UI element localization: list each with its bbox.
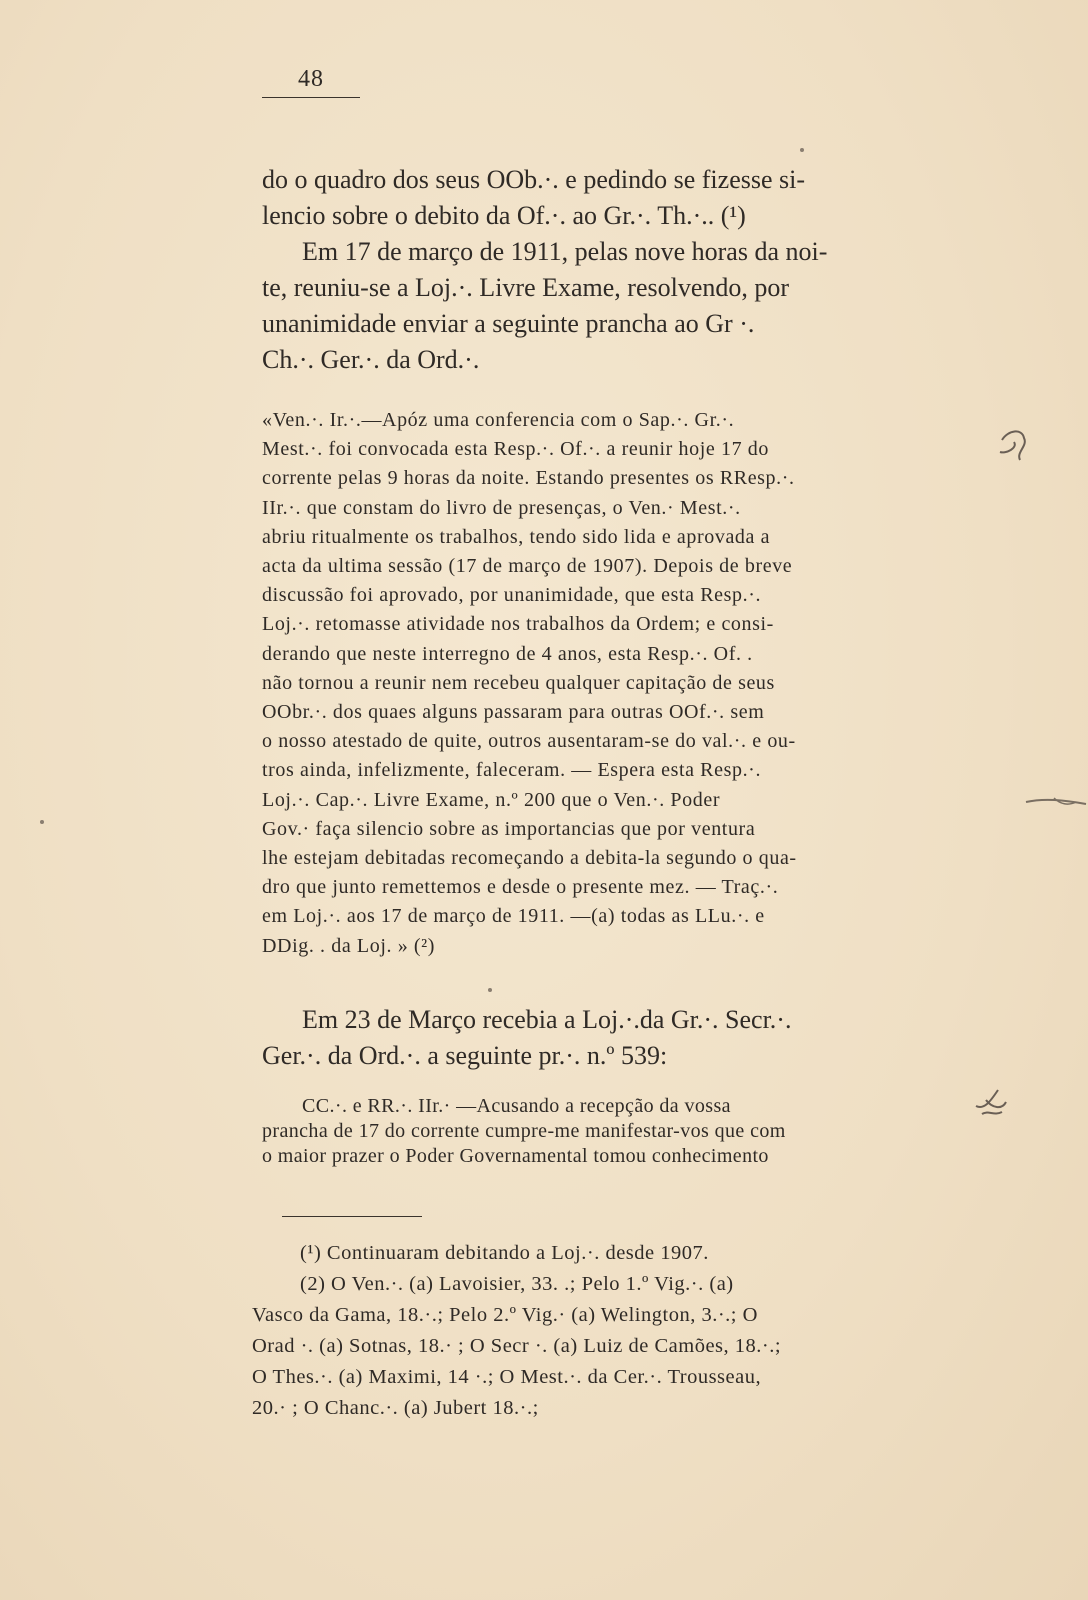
- body-paragraph: [262, 162, 974, 378]
- speck: [800, 148, 804, 152]
- quote-line: em Loj.·. aos 17 de março de 1911. —(a) todas as LLu.·. e: [262, 905, 765, 928]
- quote-line: Mest.·. foi convocada esta Resp.·. Of.·. a reunir hoje 17 do: [262, 438, 769, 461]
- quote-line: lhe estejam debitadas recomeçando a debita-la segundo o qua-: [262, 847, 797, 870]
- quote-line: discussão foi aprovado, por unanimidade, que esta Resp.·.: [262, 584, 762, 607]
- quote-line: Loj.·. Cap.·. Livre Exame, n.º 200 que o Ven.·. Poder: [262, 788, 721, 811]
- quote-line: IIr.·. que constam do livro de presenças, o Ven.· Mest.·.: [262, 496, 741, 519]
- footnote-line: 20.· ; O Chanc.·. (a) Jubert 18.·.;: [252, 1397, 539, 1419]
- quote-line: corrente pelas 9 horas da noite. Estando presentes os RResp.·.: [262, 467, 795, 490]
- reply-line: o maior prazer o Poder Governamental tomou conhecimento: [262, 1145, 769, 1167]
- quote-line: dro que junto remettemos e desde o presente mez. — Traç.·.: [262, 876, 779, 899]
- body-line: unanimidade enviar a seguinte prancha ao Gr ·.: [262, 309, 755, 338]
- quote-line: Loj.·. retomasse atividade nos trabalhos da Ordem; e consi-: [262, 613, 774, 636]
- quote-line: Gov.· faça silencio sobre as importancias que por ventura: [262, 817, 756, 840]
- quote-line: não tornou a reunir nem recebeu qualquer capitação de seus: [262, 671, 775, 694]
- mid-paragraph: [262, 1002, 974, 1074]
- ink-stroke-mark: [1024, 792, 1088, 812]
- quote-line: DDig. . da Loj. » (²): [262, 934, 436, 957]
- footnote-line: (2) O Ven.·. (a) Lavoisier, 33. .; Pelo 1.º Vig.·. (a): [300, 1273, 734, 1295]
- footnotes: [252, 1238, 974, 1424]
- quote-line: acta da ultima sessão (17 de março de 1907). Depois de breve: [262, 555, 793, 578]
- quote-line: OObr.·. dos quaes alguns passaram para outras OOf.·. sem: [262, 701, 765, 724]
- footnote-line: Orad ·. (a) Sotnas, 18.· ; O Secr ·. (a) Luiz de Camões, 18.·.;: [252, 1335, 782, 1357]
- body-line: Em 17 de março de 1911, pelas nove horas da noi-: [302, 237, 828, 266]
- quote-line: «Ven.·. Ir.·.—Apóz uma conferencia com o Sap.·. Gr.·.: [262, 409, 735, 431]
- body-line: lencio sobre o debito da Of.·. ao Gr.·. Th.·.. (¹): [262, 201, 746, 230]
- quote-line: derando que neste interregno de 4 anos, esta Resp.·. Of. .: [262, 642, 753, 665]
- reply-line: prancha de 17 do corrente cumpre-me manifestar-vos que com: [262, 1120, 786, 1142]
- quoted-letter: [262, 406, 974, 961]
- reply-letter: [262, 1094, 974, 1169]
- footnote-line: (¹) Continuaram debitando a Loj.·. desde 1907.: [300, 1242, 709, 1264]
- body-line: te, reuniu-se a Loj.·. Livre Exame, resolvendo, por: [262, 273, 790, 302]
- quote-line: abriu ritualmente os trabalhos, tendo sido lida e aprovada a: [262, 525, 771, 548]
- speck: [40, 820, 44, 824]
- ink-blot-mark: [972, 1080, 1012, 1130]
- ink-blot-mark: [994, 422, 1034, 472]
- footnote-divider: [282, 1216, 422, 1217]
- body-line: do o quadro dos seus OOb.·. e pedindo se fizesse si-: [262, 165, 806, 194]
- quote-line: o nosso atestado de quite, outros ausentaram-se do val.·. e ou-: [262, 730, 796, 753]
- footnote-line: Vasco da Gama, 18.·.; Pelo 2.º Vig.· (a) Welington, 3.·.; O: [252, 1304, 758, 1326]
- speck: [488, 988, 492, 992]
- mid-line: Ger.·. da Ord.·. a seguinte pr.·. n.º 539:: [262, 1041, 668, 1070]
- footnote-line: O Thes.·. (a) Maximi, 14 ·.; O Mest.·. da Cer.·. Trousseau,: [252, 1366, 762, 1388]
- reply-line: CC.·. e RR.·. IIr.· —Acusando a recepção da vossa: [302, 1095, 731, 1117]
- page-number: 48: [262, 66, 360, 98]
- quote-line: tros ainda, infelizmente, faleceram. — Espera esta Resp.·.: [262, 759, 762, 782]
- mid-line: Em 23 de Março recebia a Loj.·.da Gr.·. Secr.·.: [302, 1005, 792, 1034]
- body-line: Ch.·. Ger.·. da Ord.·.: [262, 345, 480, 374]
